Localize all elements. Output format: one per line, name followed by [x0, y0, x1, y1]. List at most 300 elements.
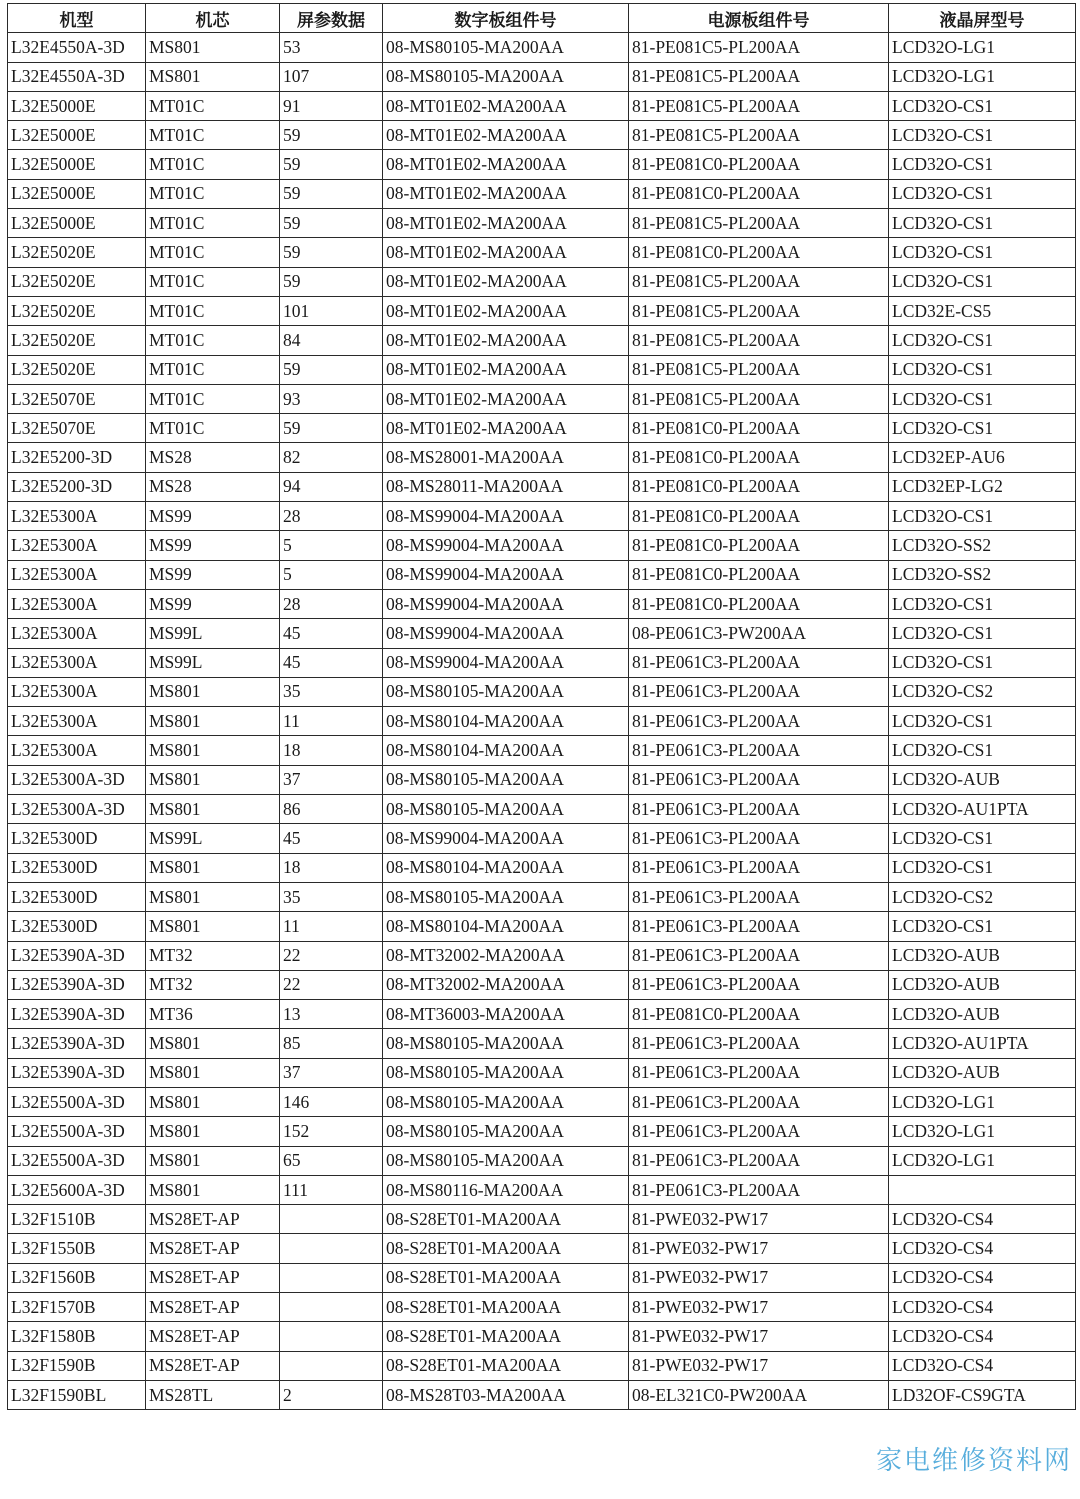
cell-panel-param — [280, 1293, 383, 1322]
cell-lcd-panel: LCD32O-AUB — [889, 1000, 1076, 1029]
cell-panel-param: 13 — [280, 1000, 383, 1029]
cell-lcd-panel: LCD32O-CS1 — [889, 619, 1076, 648]
cell-power-board: 81-PE061C3-PL200AA — [629, 882, 889, 911]
cell-power-board: 81-PE061C3-PL200AA — [629, 1117, 889, 1146]
cell-panel-param: 107 — [280, 62, 383, 91]
cell-model: L32E5390A-3D — [8, 1029, 146, 1058]
cell-model: L32E5300A-3D — [8, 795, 146, 824]
cell-main-board: 08-MT01E02-MA200AA — [383, 91, 629, 120]
cell-lcd-panel: LCD32O-CS1 — [889, 824, 1076, 853]
cell-chassis: MS28 — [146, 472, 280, 501]
cell-power-board: 81-PE061C3-PL200AA — [629, 941, 889, 970]
table-row — [8, 677, 1076, 706]
table-row — [8, 619, 1076, 648]
table-row — [8, 736, 1076, 765]
header-row — [8, 4, 1076, 33]
table-row — [8, 1322, 1076, 1351]
cell-panel-param: 101 — [280, 296, 383, 325]
cell-power-board: 81-PWE032-PW17 — [629, 1263, 889, 1292]
cell-main-board: 08-S28ET01-MA200AA — [383, 1234, 629, 1263]
cell-main-board: 08-MT01E02-MA200AA — [383, 179, 629, 208]
cell-chassis: MS28TL — [146, 1380, 280, 1409]
cell-model: L32E5300A — [8, 619, 146, 648]
cell-model: L32E5300A — [8, 707, 146, 736]
table-row — [8, 1234, 1076, 1263]
cell-lcd-panel: LD32OF-CS9GTA — [889, 1380, 1076, 1409]
cell-lcd-panel: LCD32O-CS1 — [889, 648, 1076, 677]
table-row — [8, 121, 1076, 150]
table-row — [8, 91, 1076, 120]
cell-power-board: 81-PE061C3-PL200AA — [629, 970, 889, 999]
cell-lcd-panel: LCD32O-CS1 — [889, 267, 1076, 296]
cell-main-board: 08-MT01E02-MA200AA — [383, 150, 629, 179]
cell-chassis: MT01C — [146, 150, 280, 179]
header-panel-param: 屏参数据 — [280, 4, 383, 33]
cell-lcd-panel: LCD32O-CS1 — [889, 355, 1076, 384]
table-row — [8, 707, 1076, 736]
cell-power-board: 81-PE081C5-PL200AA — [629, 209, 889, 238]
cell-main-board: 08-MT01E02-MA200AA — [383, 121, 629, 150]
cell-main-board: 08-MS80105-MA200AA — [383, 795, 629, 824]
cell-main-board: 08-MT32002-MA200AA — [383, 941, 629, 970]
cell-model: L32E5300D — [8, 824, 146, 853]
cell-power-board: 81-PE081C0-PL200AA — [629, 414, 889, 443]
cell-lcd-panel: LCD32O-CS4 — [889, 1263, 1076, 1292]
cell-main-board: 08-S28ET01-MA200AA — [383, 1293, 629, 1322]
cell-main-board: 08-S28ET01-MA200AA — [383, 1205, 629, 1234]
cell-model: L32E5300A — [8, 560, 146, 589]
cell-chassis: MS801 — [146, 1175, 280, 1204]
watermark-logo: 家电维修资料网 — [875, 1446, 1072, 1476]
cell-panel-param: 85 — [280, 1029, 383, 1058]
cell-power-board: 81-PE081C5-PL200AA — [629, 384, 889, 413]
cell-chassis: MS801 — [146, 677, 280, 706]
cell-main-board: 08-MS80105-MA200AA — [383, 1058, 629, 1087]
table-row — [8, 912, 1076, 941]
cell-lcd-panel: LCD32O-LG1 — [889, 1117, 1076, 1146]
cell-power-board: 81-PE081C0-PL200AA — [629, 560, 889, 589]
table-row — [8, 1175, 1076, 1204]
cell-panel-param: 59 — [280, 414, 383, 443]
cell-chassis: MS28ET-AP — [146, 1263, 280, 1292]
cell-main-board: 08-MS80105-MA200AA — [383, 1117, 629, 1146]
cell-main-board: 08-MS80105-MA200AA — [383, 33, 629, 62]
cell-model: L32E5500A-3D — [8, 1087, 146, 1116]
cell-main-board: 08-MS80105-MA200AA — [383, 882, 629, 911]
cell-model: L32E5390A-3D — [8, 1058, 146, 1087]
cell-panel-param: 18 — [280, 853, 383, 882]
cell-model: L32F1580B — [8, 1322, 146, 1351]
cell-chassis: MS99 — [146, 531, 280, 560]
cell-chassis: MS801 — [146, 912, 280, 941]
cell-main-board: 08-MT01E02-MA200AA — [383, 296, 629, 325]
cell-power-board: 81-PE081C5-PL200AA — [629, 296, 889, 325]
table-row — [8, 1146, 1076, 1175]
table-row — [8, 209, 1076, 238]
table-row — [8, 648, 1076, 677]
cell-model: L32F1550B — [8, 1234, 146, 1263]
table-row — [8, 765, 1076, 794]
cell-main-board: 08-MT01E02-MA200AA — [383, 326, 629, 355]
table-row — [8, 589, 1076, 618]
cell-power-board: 81-PE081C5-PL200AA — [629, 121, 889, 150]
cell-model: L32E5300A — [8, 502, 146, 531]
cell-power-board: 81-PWE032-PW17 — [629, 1351, 889, 1380]
cell-main-board: 08-MS99004-MA200AA — [383, 560, 629, 589]
cell-chassis: MS28ET-AP — [146, 1205, 280, 1234]
cell-lcd-panel: LCD32O-CS4 — [889, 1293, 1076, 1322]
table-row — [8, 882, 1076, 911]
cell-main-board: 08-MT01E02-MA200AA — [383, 355, 629, 384]
cell-model: L32E5000E — [8, 179, 146, 208]
cell-lcd-panel: LCD32O-AU1PTA — [889, 795, 1076, 824]
cell-power-board: 81-PE081C0-PL200AA — [629, 443, 889, 472]
cell-panel-param: 146 — [280, 1087, 383, 1116]
cell-main-board: 08-MT36003-MA200AA — [383, 1000, 629, 1029]
cell-power-board: 81-PE061C3-PL200AA — [629, 648, 889, 677]
table-row — [8, 941, 1076, 970]
cell-main-board: 08-MS80104-MA200AA — [383, 736, 629, 765]
cell-power-board: 81-PWE032-PW17 — [629, 1322, 889, 1351]
cell-power-board: 81-PE081C0-PL200AA — [629, 531, 889, 560]
table-row — [8, 531, 1076, 560]
cell-chassis: MS99 — [146, 560, 280, 589]
table-row — [8, 472, 1076, 501]
cell-panel-param: 11 — [280, 912, 383, 941]
cell-power-board: 81-PE081C0-PL200AA — [629, 179, 889, 208]
cell-panel-param: 11 — [280, 707, 383, 736]
table-row — [8, 150, 1076, 179]
cell-model: L32E5300A-3D — [8, 765, 146, 794]
cell-model: L32E5600A-3D — [8, 1175, 146, 1204]
header-main-board: 数字板组件号 — [383, 4, 629, 33]
parts-table — [7, 3, 1076, 1410]
cell-power-board: 81-PE081C5-PL200AA — [629, 33, 889, 62]
cell-main-board: 08-MS99004-MA200AA — [383, 824, 629, 853]
cell-lcd-panel: LCD32O-CS1 — [889, 150, 1076, 179]
cell-panel-param: 2 — [280, 1380, 383, 1409]
cell-power-board: 81-PE061C3-PL200AA — [629, 736, 889, 765]
cell-panel-param — [280, 1351, 383, 1380]
cell-lcd-panel: LCD32O-CS1 — [889, 736, 1076, 765]
table-row — [8, 414, 1076, 443]
table-row — [8, 33, 1076, 62]
cell-panel-param: 59 — [280, 355, 383, 384]
header-lcd-panel: 液晶屏型号 — [889, 4, 1076, 33]
cell-main-board: 08-MT32002-MA200AA — [383, 970, 629, 999]
cell-chassis: MS28 — [146, 443, 280, 472]
cell-main-board: 08-MS80105-MA200AA — [383, 677, 629, 706]
table-row — [8, 1380, 1076, 1409]
cell-lcd-panel: LCD32O-CS1 — [889, 238, 1076, 267]
cell-panel-param: 45 — [280, 824, 383, 853]
cell-chassis: MS801 — [146, 1087, 280, 1116]
cell-lcd-panel: LCD32O-CS1 — [889, 91, 1076, 120]
cell-power-board: 81-PE061C3-PL200AA — [629, 1087, 889, 1116]
cell-lcd-panel: LCD32O-AUB — [889, 941, 1076, 970]
cell-chassis: MS801 — [146, 1058, 280, 1087]
cell-panel-param: 94 — [280, 472, 383, 501]
cell-chassis: MT01C — [146, 384, 280, 413]
cell-main-board: 08-MS99004-MA200AA — [383, 531, 629, 560]
cell-model: L32E5000E — [8, 150, 146, 179]
cell-panel-param: 28 — [280, 502, 383, 531]
cell-model: L32E5070E — [8, 384, 146, 413]
cell-model: L32E5000E — [8, 91, 146, 120]
cell-model: L32E4550A-3D — [8, 33, 146, 62]
cell-main-board: 08-MS99004-MA200AA — [383, 502, 629, 531]
cell-chassis: MS99 — [146, 502, 280, 531]
cell-chassis: MT01C — [146, 355, 280, 384]
cell-model: L32E5300A — [8, 677, 146, 706]
cell-power-board: 81-PWE032-PW17 — [629, 1205, 889, 1234]
cell-chassis: MT32 — [146, 970, 280, 999]
cell-model: L32F1590BL — [8, 1380, 146, 1409]
cell-main-board: 08-MS99004-MA200AA — [383, 619, 629, 648]
cell-chassis: MT01C — [146, 326, 280, 355]
cell-lcd-panel: LCD32O-CS4 — [889, 1205, 1076, 1234]
cell-main-board: 08-MT01E02-MA200AA — [383, 267, 629, 296]
cell-lcd-panel: LCD32O-AUB — [889, 765, 1076, 794]
cell-lcd-panel: LCD32O-CS1 — [889, 912, 1076, 941]
cell-power-board: 81-PE081C0-PL200AA — [629, 150, 889, 179]
cell-model: L32E5020E — [8, 355, 146, 384]
cell-lcd-panel: LCD32O-SS2 — [889, 560, 1076, 589]
cell-panel-param: 35 — [280, 882, 383, 911]
cell-panel-param: 28 — [280, 589, 383, 618]
cell-chassis: MT01C — [146, 121, 280, 150]
cell-lcd-panel: LCD32O-CS1 — [889, 384, 1076, 413]
cell-lcd-panel — [889, 1175, 1076, 1204]
cell-lcd-panel: LCD32EP-LG2 — [889, 472, 1076, 501]
cell-lcd-panel: LCD32O-CS1 — [889, 707, 1076, 736]
cell-lcd-panel: LCD32O-CS1 — [889, 502, 1076, 531]
cell-chassis: MS801 — [146, 882, 280, 911]
cell-chassis: MS28ET-AP — [146, 1322, 280, 1351]
cell-chassis: MS801 — [146, 736, 280, 765]
cell-chassis: MT32 — [146, 941, 280, 970]
cell-main-board: 08-MS80116-MA200AA — [383, 1175, 629, 1204]
table-row — [8, 238, 1076, 267]
cell-power-board: 81-PE061C3-PL200AA — [629, 765, 889, 794]
cell-lcd-panel: LCD32O-CS1 — [889, 209, 1076, 238]
cell-panel-param — [280, 1263, 383, 1292]
cell-model: L32F1590B — [8, 1351, 146, 1380]
cell-power-board: 81-PE061C3-PL200AA — [629, 795, 889, 824]
cell-panel-param — [280, 1234, 383, 1263]
cell-power-board: 81-PE061C3-PL200AA — [629, 707, 889, 736]
header-model: 机型 — [8, 4, 146, 33]
cell-panel-param: 37 — [280, 765, 383, 794]
cell-power-board: 81-PE081C5-PL200AA — [629, 267, 889, 296]
cell-power-board: 81-PE061C3-PL200AA — [629, 1029, 889, 1058]
cell-lcd-panel: LCD32O-CS2 — [889, 677, 1076, 706]
cell-chassis: MS28ET-AP — [146, 1293, 280, 1322]
cell-main-board: 08-MS99004-MA200AA — [383, 648, 629, 677]
cell-model: L32E5500A-3D — [8, 1117, 146, 1146]
cell-power-board: 81-PWE032-PW17 — [629, 1234, 889, 1263]
table-row — [8, 296, 1076, 325]
cell-lcd-panel: LCD32O-AUB — [889, 1058, 1076, 1087]
cell-panel-param: 93 — [280, 384, 383, 413]
table-row — [8, 1058, 1076, 1087]
cell-main-board: 08-MT01E02-MA200AA — [383, 209, 629, 238]
cell-lcd-panel: LCD32EP-AU6 — [889, 443, 1076, 472]
cell-panel-param: 59 — [280, 209, 383, 238]
cell-panel-param: 37 — [280, 1058, 383, 1087]
cell-panel-param: 59 — [280, 238, 383, 267]
cell-main-board: 08-S28ET01-MA200AA — [383, 1351, 629, 1380]
cell-lcd-panel: LCD32O-LG1 — [889, 62, 1076, 91]
cell-power-board: 81-PE061C3-PL200AA — [629, 853, 889, 882]
cell-lcd-panel: LCD32O-CS1 — [889, 121, 1076, 150]
cell-chassis: MS99 — [146, 589, 280, 618]
cell-power-board: 81-PE081C0-PL200AA — [629, 238, 889, 267]
cell-main-board: 08-MS80105-MA200AA — [383, 62, 629, 91]
cell-power-board: 81-PE081C5-PL200AA — [629, 326, 889, 355]
cell-lcd-panel: LCD32O-CS1 — [889, 853, 1076, 882]
cell-main-board: 08-MT01E02-MA200AA — [383, 384, 629, 413]
cell-power-board: 81-PE081C0-PL200AA — [629, 589, 889, 618]
cell-main-board: 08-MS80105-MA200AA — [383, 1146, 629, 1175]
table-row — [8, 1117, 1076, 1146]
cell-lcd-panel: LCD32O-CS1 — [889, 179, 1076, 208]
cell-power-board: 81-PE081C5-PL200AA — [629, 91, 889, 120]
cell-model: L32F1510B — [8, 1205, 146, 1234]
table-row — [8, 179, 1076, 208]
cell-chassis: MS99L — [146, 619, 280, 648]
cell-chassis: MS801 — [146, 1117, 280, 1146]
cell-chassis: MS801 — [146, 33, 280, 62]
table-row — [8, 355, 1076, 384]
cell-panel-param: 18 — [280, 736, 383, 765]
cell-panel-param: 59 — [280, 267, 383, 296]
cell-main-board: 08-MS80105-MA200AA — [383, 1029, 629, 1058]
cell-chassis: MT01C — [146, 414, 280, 443]
cell-panel-param: 59 — [280, 179, 383, 208]
table-row — [8, 1293, 1076, 1322]
cell-panel-param: 5 — [280, 531, 383, 560]
cell-model: L32E5000E — [8, 121, 146, 150]
cell-chassis: MT01C — [146, 91, 280, 120]
cell-main-board: 08-MS80105-MA200AA — [383, 765, 629, 794]
cell-model: L32E5000E — [8, 209, 146, 238]
cell-chassis: MS801 — [146, 1146, 280, 1175]
cell-panel-param: 59 — [280, 150, 383, 179]
cell-model: L32E5200-3D — [8, 443, 146, 472]
cell-lcd-panel: LCD32O-SS2 — [889, 531, 1076, 560]
cell-panel-param: 84 — [280, 326, 383, 355]
cell-chassis: MS99L — [146, 824, 280, 853]
table-row — [8, 267, 1076, 296]
cell-main-board: 08-MT01E02-MA200AA — [383, 238, 629, 267]
cell-power-board: 81-PE061C3-PL200AA — [629, 677, 889, 706]
cell-model: L32E5070E — [8, 414, 146, 443]
cell-power-board: 81-PE081C5-PL200AA — [629, 62, 889, 91]
cell-model: L32E5020E — [8, 238, 146, 267]
table-row — [8, 1087, 1076, 1116]
cell-panel-param: 152 — [280, 1117, 383, 1146]
cell-chassis: MS28ET-AP — [146, 1351, 280, 1380]
cell-lcd-panel: LCD32O-CS2 — [889, 882, 1076, 911]
table-body — [8, 33, 1076, 1410]
cell-chassis: MT01C — [146, 296, 280, 325]
cell-lcd-panel: LCD32O-AU1PTA — [889, 1029, 1076, 1058]
table-row — [8, 853, 1076, 882]
cell-power-board: 81-PE061C3-PL200AA — [629, 824, 889, 853]
cell-lcd-panel: LCD32O-CS4 — [889, 1351, 1076, 1380]
table-row — [8, 384, 1076, 413]
cell-model: L32E5500A-3D — [8, 1146, 146, 1175]
cell-main-board: 08-S28ET01-MA200AA — [383, 1263, 629, 1292]
cell-chassis: MS801 — [146, 707, 280, 736]
cell-model: L32E4550A-3D — [8, 62, 146, 91]
cell-main-board: 08-MS80104-MA200AA — [383, 853, 629, 882]
cell-panel-param: 22 — [280, 941, 383, 970]
cell-panel-param: 111 — [280, 1175, 383, 1204]
cell-power-board: 81-PE081C0-PL200AA — [629, 1000, 889, 1029]
cell-panel-param: 35 — [280, 677, 383, 706]
cell-power-board: 81-PE081C0-PL200AA — [629, 472, 889, 501]
table-row — [8, 1351, 1076, 1380]
cell-model: L32E5020E — [8, 296, 146, 325]
table-row — [8, 502, 1076, 531]
cell-panel-param: 22 — [280, 970, 383, 999]
cell-lcd-panel: LCD32O-LG1 — [889, 1087, 1076, 1116]
cell-power-board: 81-PE061C3-PL200AA — [629, 1175, 889, 1204]
cell-main-board: 08-MS80104-MA200AA — [383, 912, 629, 941]
cell-panel-param — [280, 1322, 383, 1351]
cell-panel-param: 82 — [280, 443, 383, 472]
cell-panel-param: 5 — [280, 560, 383, 589]
cell-panel-param: 45 — [280, 648, 383, 677]
cell-model: L32E5300D — [8, 912, 146, 941]
cell-power-board: 81-PE061C3-PL200AA — [629, 1146, 889, 1175]
cell-main-board: 08-S28ET01-MA200AA — [383, 1322, 629, 1351]
cell-model: L32E5300A — [8, 589, 146, 618]
cell-lcd-panel: LCD32E-CS5 — [889, 296, 1076, 325]
cell-main-board: 08-MS80104-MA200AA — [383, 707, 629, 736]
cell-chassis: MS28ET-AP — [146, 1234, 280, 1263]
table-row — [8, 1205, 1076, 1234]
cell-panel-param: 59 — [280, 121, 383, 150]
cell-power-board: 81-PE081C0-PL200AA — [629, 502, 889, 531]
cell-chassis: MT01C — [146, 238, 280, 267]
cell-model: L32E5300A — [8, 736, 146, 765]
cell-model: L32E5300A — [8, 648, 146, 677]
table-row — [8, 795, 1076, 824]
cell-power-board: 81-PWE032-PW17 — [629, 1293, 889, 1322]
cell-model: L32E5020E — [8, 267, 146, 296]
cell-model: L32F1570B — [8, 1293, 146, 1322]
cell-lcd-panel: LCD32O-CS1 — [889, 326, 1076, 355]
table-row — [8, 970, 1076, 999]
cell-main-board: 08-MT01E02-MA200AA — [383, 414, 629, 443]
cell-main-board: 08-MS28011-MA200AA — [383, 472, 629, 501]
cell-lcd-panel: LCD32O-AUB — [889, 970, 1076, 999]
cell-main-board: 08-MS28T03-MA200AA — [383, 1380, 629, 1409]
table-row — [8, 824, 1076, 853]
cell-lcd-panel: LCD32O-CS4 — [889, 1234, 1076, 1263]
cell-power-board: 08-EL321C0-PW200AA — [629, 1380, 889, 1409]
table-row — [8, 443, 1076, 472]
cell-chassis: MS801 — [146, 795, 280, 824]
cell-main-board: 08-MS80105-MA200AA — [383, 1087, 629, 1116]
cell-model: L32E5300D — [8, 853, 146, 882]
header-chassis: 机芯 — [146, 4, 280, 33]
cell-main-board: 08-MS99004-MA200AA — [383, 589, 629, 618]
cell-model: L32E5020E — [8, 326, 146, 355]
